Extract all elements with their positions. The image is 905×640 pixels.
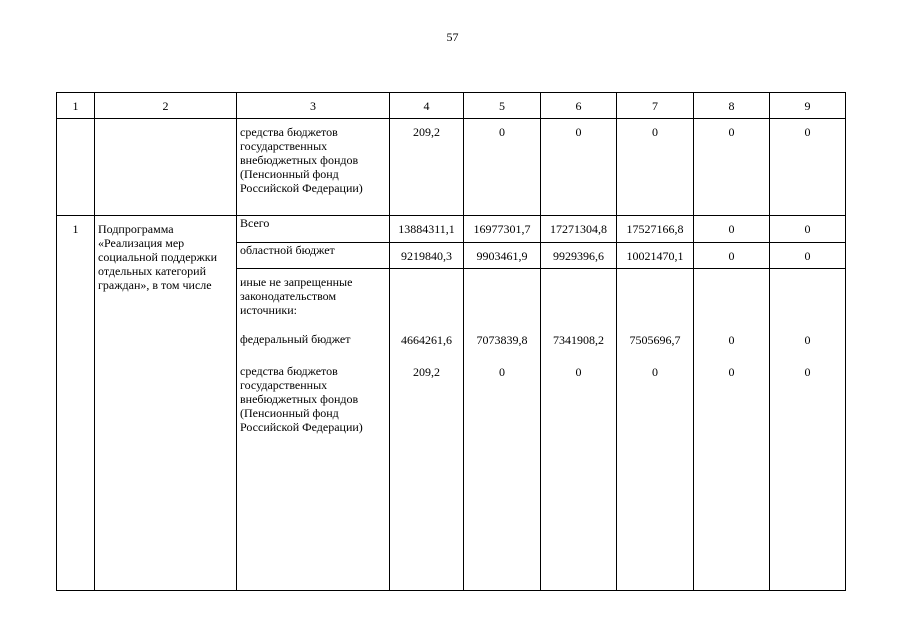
value-total: 0: [728, 222, 735, 236]
column-header: 6: [541, 93, 617, 119]
cell-source: средства бюджетов государственных внебюджетных фондов (Пенсионный фонд Российской Федерации): [237, 119, 390, 216]
value-pension: 209,2: [413, 365, 440, 379]
value-total: 16977301,7: [473, 222, 531, 236]
cell-value-stack: [617, 216, 694, 591]
cell-value-stack: [694, 216, 770, 591]
value-total: 13884311,1: [398, 222, 455, 236]
cell-value-stack: [541, 216, 617, 591]
cell-number: 1: [57, 216, 95, 591]
column-header: 5: [464, 93, 541, 119]
budget-table: [56, 92, 846, 591]
cell-value-stack: [390, 216, 464, 591]
cell-value: 0: [464, 119, 541, 216]
cell-value: 0: [541, 119, 617, 216]
value-total: 17271304,8: [550, 222, 607, 236]
value-regional: 9219840,3: [390, 242, 463, 268]
value-pension: 0: [652, 365, 658, 379]
value-regional: 9929396,6: [541, 242, 616, 268]
source-federal: федеральный бюджет: [240, 332, 351, 346]
value-federal: 0: [728, 333, 735, 347]
value-regional: 9903461,9: [464, 242, 540, 268]
table-row-subprogram: [57, 216, 846, 591]
value-pension: 0: [804, 365, 811, 379]
column-header: 1: [57, 93, 95, 119]
table-row-continuation: [57, 119, 846, 216]
value-federal: 0: [804, 333, 811, 347]
column-header: 7: [617, 93, 694, 119]
column-header-row: [57, 93, 846, 119]
cell-value: 0: [694, 119, 770, 216]
source-other: иные не запрещенные законодательством источники:: [237, 268, 389, 332]
value-pension: 0: [575, 365, 582, 379]
value-pension: 0: [728, 365, 735, 379]
page-number: 57: [446, 30, 459, 44]
cell-value-stack: [770, 216, 846, 591]
column-header: 3: [237, 93, 390, 119]
value-federal: 4664261,6: [401, 333, 452, 347]
column-header: 2: [95, 93, 237, 119]
cell-value: 209,2: [390, 119, 464, 216]
source-pension: средства бюджетов государственных внебюджетных фондов (Пенсионный фонд Российской Федерации): [240, 364, 363, 434]
cell-name: Подпрограмма «Реализация мер социальной поддержки отдельных категорий граждан», в том числе: [95, 216, 237, 591]
source-total: Всего: [240, 216, 270, 230]
cell-value-stack: [464, 216, 541, 591]
source-regional: областной бюджет: [237, 242, 389, 268]
value-regional: 0: [770, 242, 845, 268]
column-header: 9: [770, 93, 846, 119]
value-federal: 7505696,7: [629, 333, 681, 347]
value-regional: 0: [694, 242, 769, 268]
value-regional: 10021470,1: [617, 242, 693, 268]
cell-value: 0: [617, 119, 694, 216]
cell-source-stack: [237, 216, 390, 591]
value-total: 17527166,8: [626, 222, 684, 236]
value-total: 0: [804, 222, 811, 236]
value-pension: 0: [499, 365, 505, 379]
column-header: 8: [694, 93, 770, 119]
cell-number: [57, 119, 95, 216]
cell-value: 0: [770, 119, 846, 216]
value-federal: 7341908,2: [553, 333, 604, 347]
column-header: 4: [390, 93, 464, 119]
value-federal: 7073839,8: [476, 333, 528, 347]
cell-name: [95, 119, 237, 216]
